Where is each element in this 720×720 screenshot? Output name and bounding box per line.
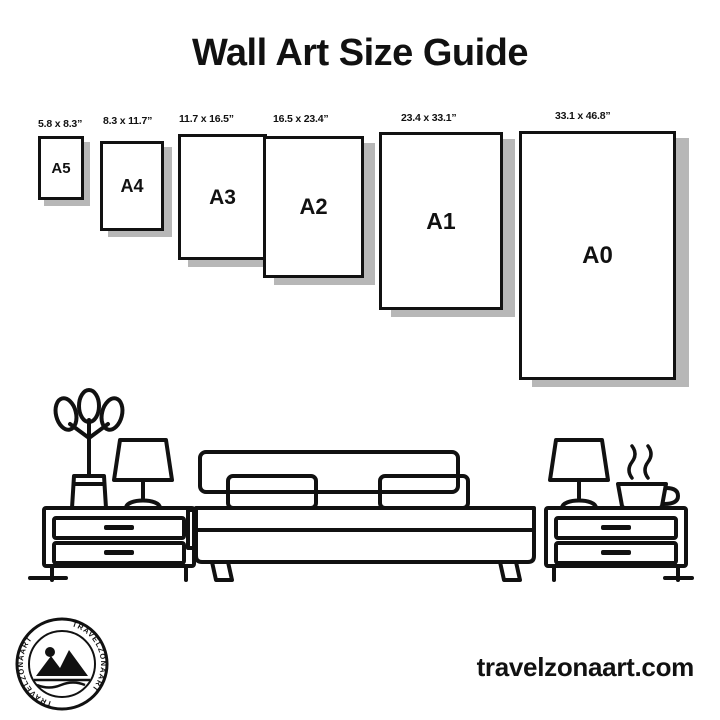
frame-dimensions-a3: 11.7 x 16.5”	[179, 113, 234, 125]
bedroom-scene-illustration	[0, 380, 720, 610]
frame-box-a5[interactable]	[38, 136, 84, 200]
logo-brand-bottom: TRAVELZONAART	[15, 634, 53, 709]
bed	[188, 452, 534, 580]
brand-logo	[14, 616, 110, 712]
logo-brand-top: TRAVELZONAART	[71, 619, 109, 694]
frame-box-a4[interactable]	[100, 141, 164, 231]
coffee-cup	[618, 446, 678, 508]
frame-box-a3[interactable]	[178, 134, 267, 260]
table-lamp-left	[114, 440, 172, 508]
page-title: Wall Art Size Guide	[191, 32, 529, 74]
footer	[0, 608, 720, 720]
frame-name-a4: A4	[120, 176, 144, 196]
frame-box-a0[interactable]	[519, 131, 676, 380]
frame-dimensions-a2: 16.5 x 23.4”	[273, 113, 329, 125]
frame-dimensions-a0: 33.1 x 46.8”	[555, 110, 611, 122]
frame-dimensions-a5: 5.8 x 8.3”	[38, 118, 83, 130]
frame-dimensions-a1: 23.4 x 33.1”	[401, 112, 457, 124]
right-nightstand	[546, 508, 686, 580]
left-nightstand	[44, 508, 194, 580]
mountain-moon-badge-icon	[34, 647, 90, 688]
frame-name-a0: A0	[582, 241, 613, 269]
frame-dimensions-a4: 8.3 x 11.7”	[103, 115, 153, 127]
table-lamp-right	[550, 440, 608, 508]
frame-box-a1[interactable]	[379, 132, 503, 310]
website-url[interactable]: travelzonaart.com	[476, 652, 694, 682]
frame-name-a3: A3	[209, 185, 236, 209]
vase-with-plant	[52, 390, 125, 508]
frame-name-a1: A1	[426, 207, 456, 234]
frame-name-a2: A2	[299, 194, 328, 219]
frame-box-a2[interactable]	[263, 136, 364, 278]
frame-name-a5: A5	[51, 159, 71, 177]
